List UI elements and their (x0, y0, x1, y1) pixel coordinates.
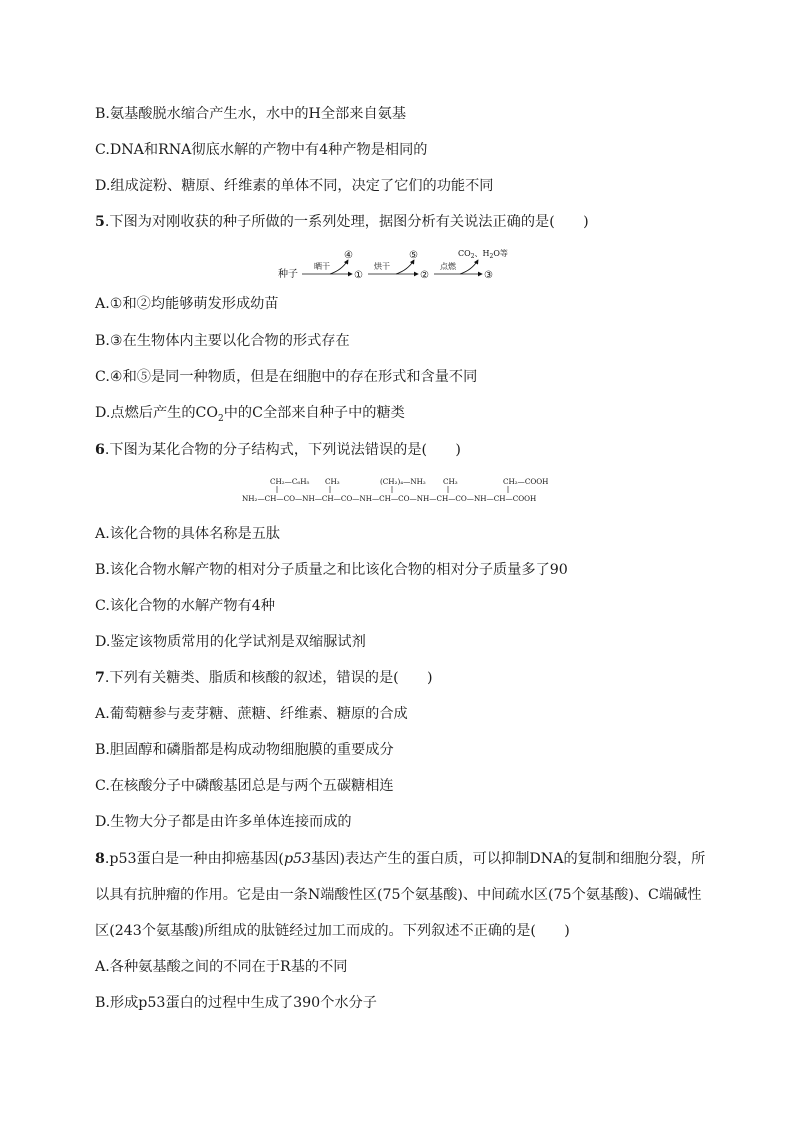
q6-text: .下图为某化合物的分子结构式，下列说法错误的是( ) (104, 442, 461, 458)
fig5-out-2: ⑤ (409, 250, 418, 261)
q8-number: 8 (95, 851, 105, 867)
q6-option-d: D.鉴定该物质常用的化学试剂是双缩脲试剂 (95, 634, 366, 650)
q5-option-b: B.③在生物体内主要以化合物的形式存在 (95, 333, 350, 349)
q5-process-diagram (270, 244, 530, 286)
q6-number: 6 (95, 442, 105, 458)
fig6-r5: CH₂—COOH (503, 477, 549, 486)
fig5-out-3: $CO_2$、$H_2O$等 (458, 249, 508, 260)
q5-stem (95, 212, 589, 232)
q8-option-a: A.各种氨基酸之间的不同在于R基的不同 (95, 959, 348, 975)
fig6-r3: (CH₂)₄—NH₂ (380, 477, 426, 486)
q7-option-a: A.葡萄糖参与麦芽糖、蔗糖、纤维素、糖原的合成 (95, 706, 408, 722)
q6-option-a: A.该化合物的具体名称是五肽 (95, 526, 281, 542)
fig5-node-1: ① (354, 270, 363, 281)
q7-option-d: D.生物大分子都是由许多单体连接而成的 (95, 814, 352, 830)
fig6-r2: CH₃ (325, 477, 340, 486)
q4-option-c: C.DNA和RNA彻底水解的产物中有4种产物是相同的 (95, 142, 428, 158)
fig5-branch-2 (396, 260, 414, 274)
q7-text: .下列有关糖类、脂质和核酸的叙述，错误的是( ) (104, 670, 433, 686)
q6-structure-formula (240, 474, 560, 506)
fig5-branch-3 (460, 260, 478, 274)
fig5-start: 种子 (278, 269, 298, 280)
q7-stem (95, 668, 433, 688)
fig5-branch-1 (330, 260, 348, 274)
q6-option-b: B.该化合物水解产物的相对分子质量之和比该化合物的相对分子质量多了90 (95, 562, 568, 578)
q8-stem-line-2: 以具有抗肿瘤的作用。它是由一条N端酸性区(75个氨基酸)、中间疏水区(75个氨基酸)、C端碱性 (95, 887, 702, 903)
fig5-step-1: 晒干 (314, 262, 330, 271)
q6-option-c: C.该化合物的水解产物有4种 (95, 598, 275, 614)
fig5-node-3: ③ (484, 270, 493, 281)
q8-option-b: B.形成p53蛋白的过程中生成了390个水分子 (95, 995, 377, 1011)
q4-option-d: D.组成淀粉、糖原、纤维素的单体不同，决定了它们的功能不同 (95, 178, 494, 194)
q5-option-c: C.④和⑤是同一种物质，但是在细胞中的存在形式和含量不同 (95, 369, 478, 385)
fig6-r1: CH₂—C₆H₅ (270, 477, 310, 486)
q7-option-b: B.胆固醇和磷脂都是构成动物细胞膜的重要成分 (95, 742, 394, 758)
fig6-main-chain: NH₂—CH—CO—NH—CH—CO—NH—CH—CO—NH—CH—CO—NH—CH—COOH (242, 494, 537, 503)
fig5-node-2: ② (420, 270, 429, 281)
fig5-step-2: 烘干 (374, 262, 390, 271)
q8-stem-line-1: 8.p53蛋白是一种由抑癌基因(p53基因)表达产生的蛋白质，可以抑制DNA的复制和细胞分裂，所 (95, 851, 706, 867)
q5-text: .下图为对刚收获的种子所做的一系列处理，据图分析有关说法正确的是( ) (104, 214, 589, 230)
fig5-step-3: 点燃 (440, 262, 456, 271)
fig6-r4: CH₃ (443, 477, 458, 486)
q4-option-b: B.氨基酸脱水缩合产生水，水中的H全部来自氨基 (95, 106, 407, 122)
q7-option-c: C.在核酸分子中磷酸基团总是与两个五碳糖相连 (95, 778, 394, 794)
q5-option-a: A.①和②均能够萌发形成幼苗 (95, 296, 279, 312)
q5-option-d: D.点燃后产生的$CO_2$中的C全部来自种子中的糖类 (95, 405, 405, 424)
q7-number: 7 (95, 670, 105, 686)
q8-stem-line-3: 区(243个氨基酸)所组成的肽链经过加工而成的。下列叙述不正确的是( ) (95, 923, 570, 939)
fig5-out-1: ④ (344, 250, 353, 261)
q6-stem (95, 440, 461, 460)
q5-number: 5 (95, 214, 105, 230)
